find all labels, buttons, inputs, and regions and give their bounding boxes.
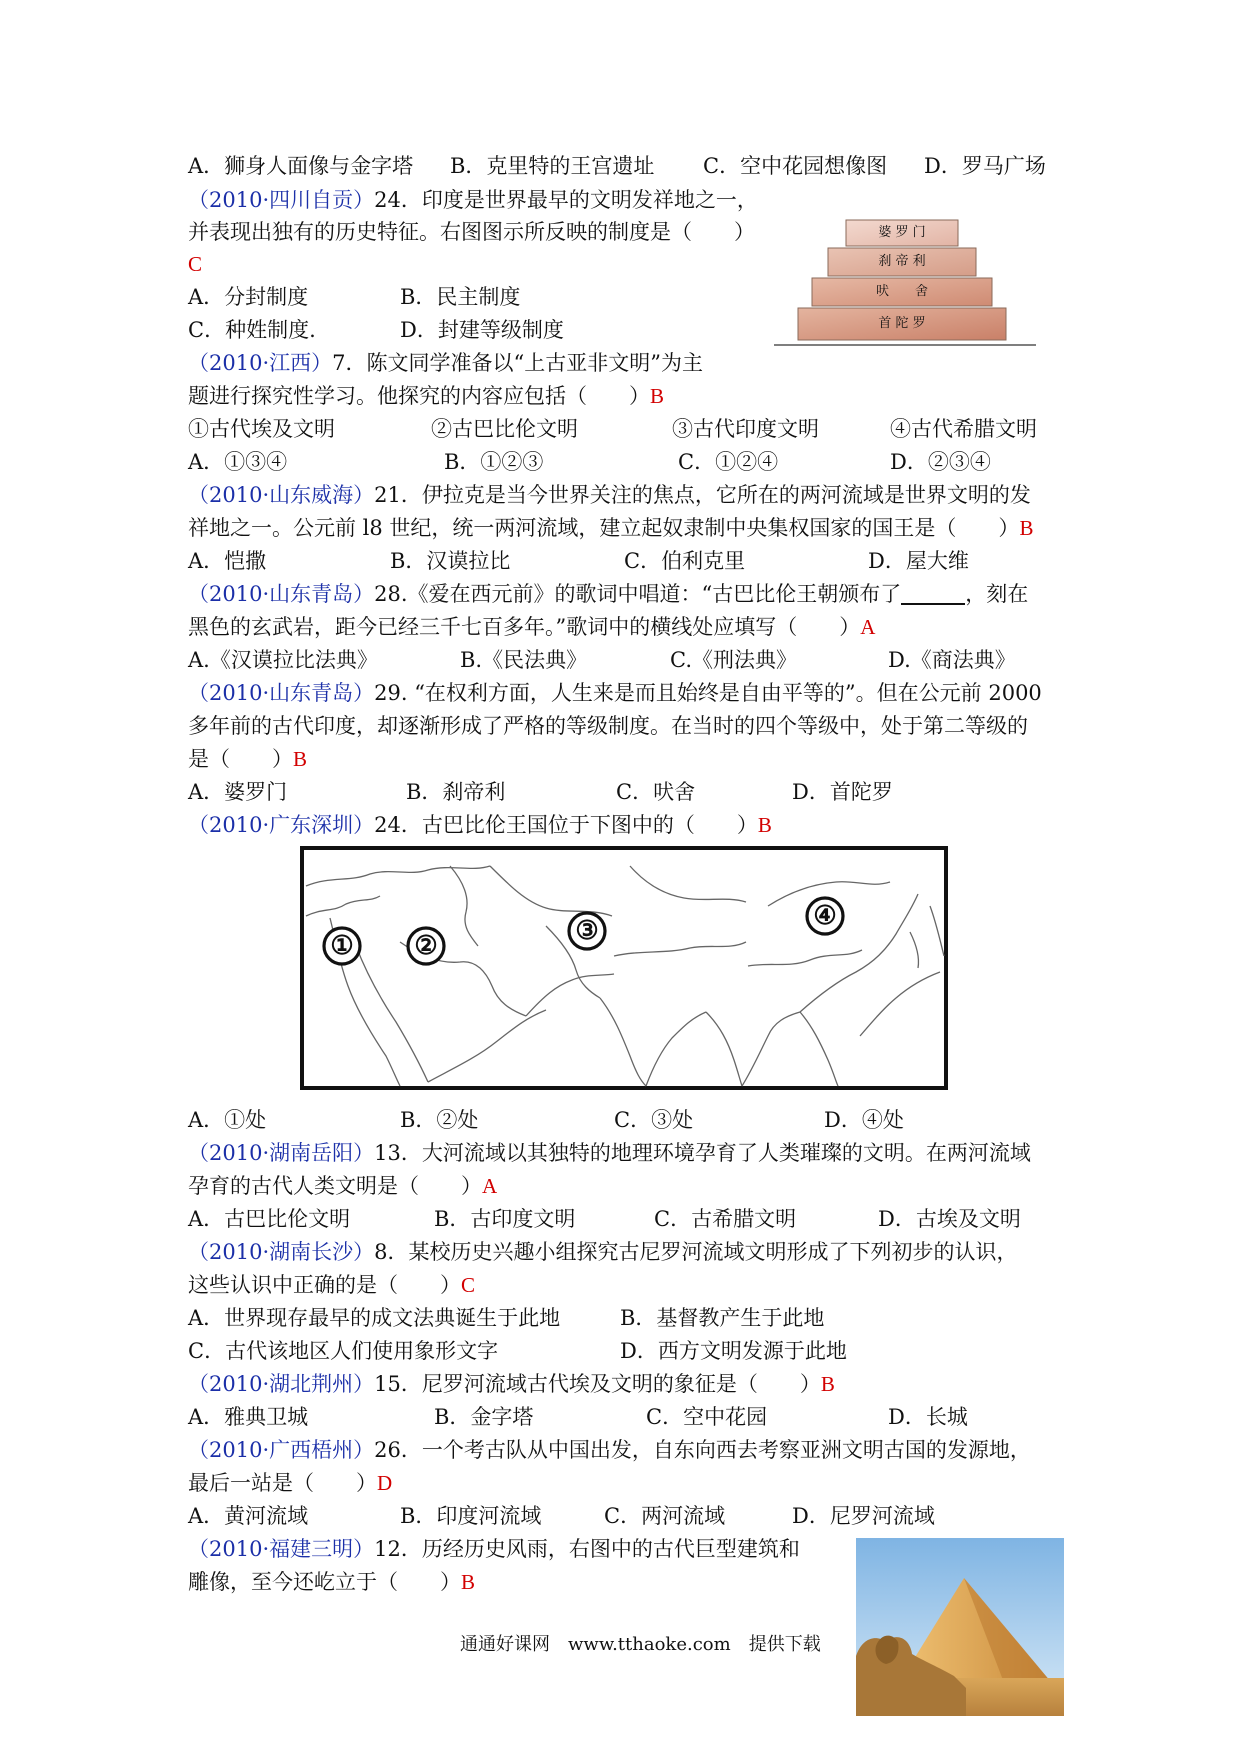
option-d: D.《商法典》 <box>888 648 1016 672</box>
option-c: C．古代该地区人们使用象形文字 <box>188 1339 499 1363</box>
option-c: C．古希腊文明 <box>654 1207 797 1231</box>
item-2: ②古巴比伦文明 <box>431 417 578 441</box>
option-b: B.《民法典》 <box>460 648 588 672</box>
option-c: C．①②④ <box>678 450 779 474</box>
option-c: C．伯利克里 <box>624 549 746 573</box>
option-a: A．恺撒 <box>188 549 267 573</box>
question-text: 24．古巴比伦王国位于下图中的（ ） <box>374 813 758 837</box>
option-a: A．①③④ <box>188 450 288 474</box>
option-b: B．金字塔 <box>434 1405 534 1429</box>
option-a: A．狮身人面像与金字塔 <box>188 154 414 178</box>
question-source: （2010·广西梧州） <box>188 1438 375 1462</box>
q21-line2 <box>188 512 1033 544</box>
q26-line2 <box>188 1467 392 1499</box>
option-b: B．基督教产生于此地 <box>620 1306 825 1330</box>
option-c: C．③处 <box>614 1108 694 1132</box>
question-source: （2010·山东威海） <box>188 483 375 507</box>
q24-answer: C <box>188 252 203 276</box>
map-marker-3: ③ <box>575 916 599 946</box>
q15-line1 <box>188 1368 835 1400</box>
map-figure <box>300 846 948 1090</box>
question-text: 26．一个考古队从中国出发，自东向西去考察亚洲文明古国的发源地， <box>374 1438 1031 1462</box>
option-c: C.《刑法典》 <box>670 648 797 672</box>
question-source: （2010·湖南岳阳） <box>188 1141 375 1165</box>
q24b-line1 <box>188 809 772 841</box>
q29-line2: 多年前的古代印度，却逐渐形成了严格的等级制度。在当时的四个等级中，处于第二等级的 <box>188 714 1028 738</box>
question-source: （2010·湖南长沙） <box>188 1240 375 1264</box>
question-text: 孕育的古代人类文明是（ ） <box>188 1174 482 1198</box>
option-a: A．婆罗门 <box>188 780 288 804</box>
option-d: D．尼罗河流域 <box>792 1504 935 1528</box>
q29-answer: B <box>293 747 308 771</box>
caste-pyramid-figure <box>772 218 1038 348</box>
q29-line3 <box>188 743 307 775</box>
q8-answer: C <box>461 1273 476 1297</box>
question-source: （2010·山东青岛） <box>188 582 375 606</box>
question-text: 29. “在权利方面，人生来是而且始终是自由平等的”。但在公元前 2000 <box>374 681 1042 705</box>
page-footer: 通通好课网 www.tthaoke.com 提供下载 <box>460 1634 821 1655</box>
question-text: 黑色的玄武岩，距今已经三千七百多年。”歌词中的横线处应填写（ ） <box>188 615 861 639</box>
pyramid-label-brahmin: 婆 罗 门 <box>878 225 926 240</box>
item-4: ④古代希腊文明 <box>890 417 1037 441</box>
option-c: C．空中花园想像图 <box>703 154 888 178</box>
option-a: A．雅典卫城 <box>188 1405 309 1429</box>
question-text: 15．尼罗河流域古代埃及文明的象征是（ ） <box>374 1372 821 1396</box>
option-d: D．②③④ <box>890 450 991 474</box>
q26-answer: D <box>377 1471 393 1495</box>
q29-line1 <box>188 677 1042 709</box>
option-d: D．④处 <box>824 1108 904 1132</box>
option-a: A．古巴比伦文明 <box>188 1207 351 1231</box>
map-marker-2: ② <box>414 931 438 961</box>
question-text: 是（ ） <box>188 747 293 771</box>
sphinx-pyramid-photo <box>856 1538 1064 1716</box>
pyramid-label-vaishya: 吠 舍 <box>875 284 928 299</box>
option-b: B．印度河流域 <box>400 1504 542 1528</box>
q21-answer: B <box>1019 516 1034 540</box>
q24-line2: 并表现出独有的历史特征。右图图示所反映的制度是（ ） <box>188 220 755 244</box>
option-b: B．刹帝利 <box>406 780 506 804</box>
option-d: D．首陀罗 <box>792 780 893 804</box>
q12-line1 <box>188 1533 800 1565</box>
q26-line1 <box>188 1434 1031 1466</box>
q24-line1 <box>188 184 758 216</box>
question-text: 13．大河流域以其独特的地理环境孕育了人类璀璨的文明。在两河流域 <box>374 1141 1031 1165</box>
option-d: D．罗马广场 <box>924 154 1046 178</box>
q15-answer: B <box>820 1372 835 1396</box>
q7-line2 <box>188 380 664 412</box>
q12-answer: B <box>461 1570 476 1594</box>
option-d: D．西方文明发源于此地 <box>620 1339 847 1363</box>
question-text: 21．伊拉克是当今世界关注的焦点，它所在的两河流域是世界文明的发 <box>374 483 1031 507</box>
question-text: 7．陈文同学准备以“上古亚非文明”为主 <box>332 351 703 375</box>
question-source: （2010·四川自贡） <box>188 188 375 212</box>
sphinx-pyramid-image <box>856 1538 1064 1716</box>
q28-line2 <box>188 611 875 643</box>
option-c: C．种姓制度. <box>188 318 316 342</box>
q21-line1 <box>188 479 1031 511</box>
option-d: D．屋大维 <box>868 549 969 573</box>
option-d: D．古埃及文明 <box>878 1207 1021 1231</box>
question-text: 这些认识中正确的是（ ） <box>188 1273 461 1297</box>
q7-line1 <box>188 347 703 379</box>
option-c: C．空中花园 <box>646 1405 768 1429</box>
option-b: B．汉谟拉比 <box>390 549 511 573</box>
map-marker-1: ① <box>330 931 354 961</box>
question-text: 雕像，至今还屹立于（ ） <box>188 1570 461 1594</box>
question-text: 祥地之一。公元前 l8 世纪，统一两河流域，建立起奴隶制中央集权国家的国王是（ ） <box>188 516 1020 540</box>
q8-line1 <box>188 1236 1017 1268</box>
q24b-answer: B <box>757 813 772 837</box>
q13-answer: A <box>482 1174 498 1198</box>
q13-line1 <box>188 1137 1031 1169</box>
map-graphic <box>300 846 948 1090</box>
option-b: B．②处 <box>400 1108 479 1132</box>
option-b: B．克里特的王宫遗址 <box>450 154 655 178</box>
question-source: （2010·广东深圳） <box>188 813 375 837</box>
option-d: D．长城 <box>888 1405 968 1429</box>
q13-line2 <box>188 1170 497 1202</box>
q28-line1 <box>188 578 1028 610</box>
question-text: 24．印度是世界最早的文明发祥地之一， <box>374 188 758 212</box>
option-a: A．世界现存最早的成文法典诞生于此地 <box>188 1306 561 1330</box>
option-a: A．分封制度 <box>188 285 309 309</box>
q8-line2 <box>188 1269 475 1301</box>
option-c: C．吠舍 <box>616 780 696 804</box>
q7-answer: B <box>650 384 665 408</box>
question-source: （2010·山东青岛） <box>188 681 375 705</box>
question-text: 最后一站是（ ） <box>188 1471 377 1495</box>
q12-line2 <box>188 1566 475 1598</box>
item-1: ①古代埃及文明 <box>188 417 335 441</box>
question-text: 8．某校历史兴趣小组探究古尼罗河流域文明形成了下列初步的认识， <box>374 1240 1018 1264</box>
option-a: A.《汉谟拉比法典》 <box>188 648 378 672</box>
q28-answer: A <box>860 615 876 639</box>
question-source: （2010·湖北荆州） <box>188 1372 375 1396</box>
question-source: （2010·福建三明） <box>188 1537 375 1561</box>
option-c: C．两河流域 <box>604 1504 726 1528</box>
item-3: ③古代印度文明 <box>672 417 819 441</box>
pyramid-label-kshatriya: 刹 帝 利 <box>878 254 926 269</box>
option-b: B．民主制度 <box>400 285 521 309</box>
map-marker-4: ④ <box>813 901 837 931</box>
pyramid-label-shudra: 首 陀 罗 <box>878 316 926 331</box>
fill-blank <box>901 581 965 605</box>
question-text: 12．历经历史风雨，右图中的古代巨型建筑和 <box>374 1537 800 1561</box>
question-text: 题进行探究性学习。他探究的内容应包括（ ） <box>188 384 650 408</box>
question-text: ，刻在 <box>965 582 1029 606</box>
question-source: （2010·江西） <box>188 351 333 375</box>
option-d: D．封建等级制度 <box>400 318 564 342</box>
option-a: A．①处 <box>188 1108 267 1132</box>
option-b: B．①②③ <box>444 450 544 474</box>
question-text: 28.《爱在西元前》的歌词中唱道：“古巴比伦王朝颁布了 <box>374 582 902 606</box>
option-a: A．黄河流域 <box>188 1504 309 1528</box>
option-b: B．古印度文明 <box>434 1207 576 1231</box>
